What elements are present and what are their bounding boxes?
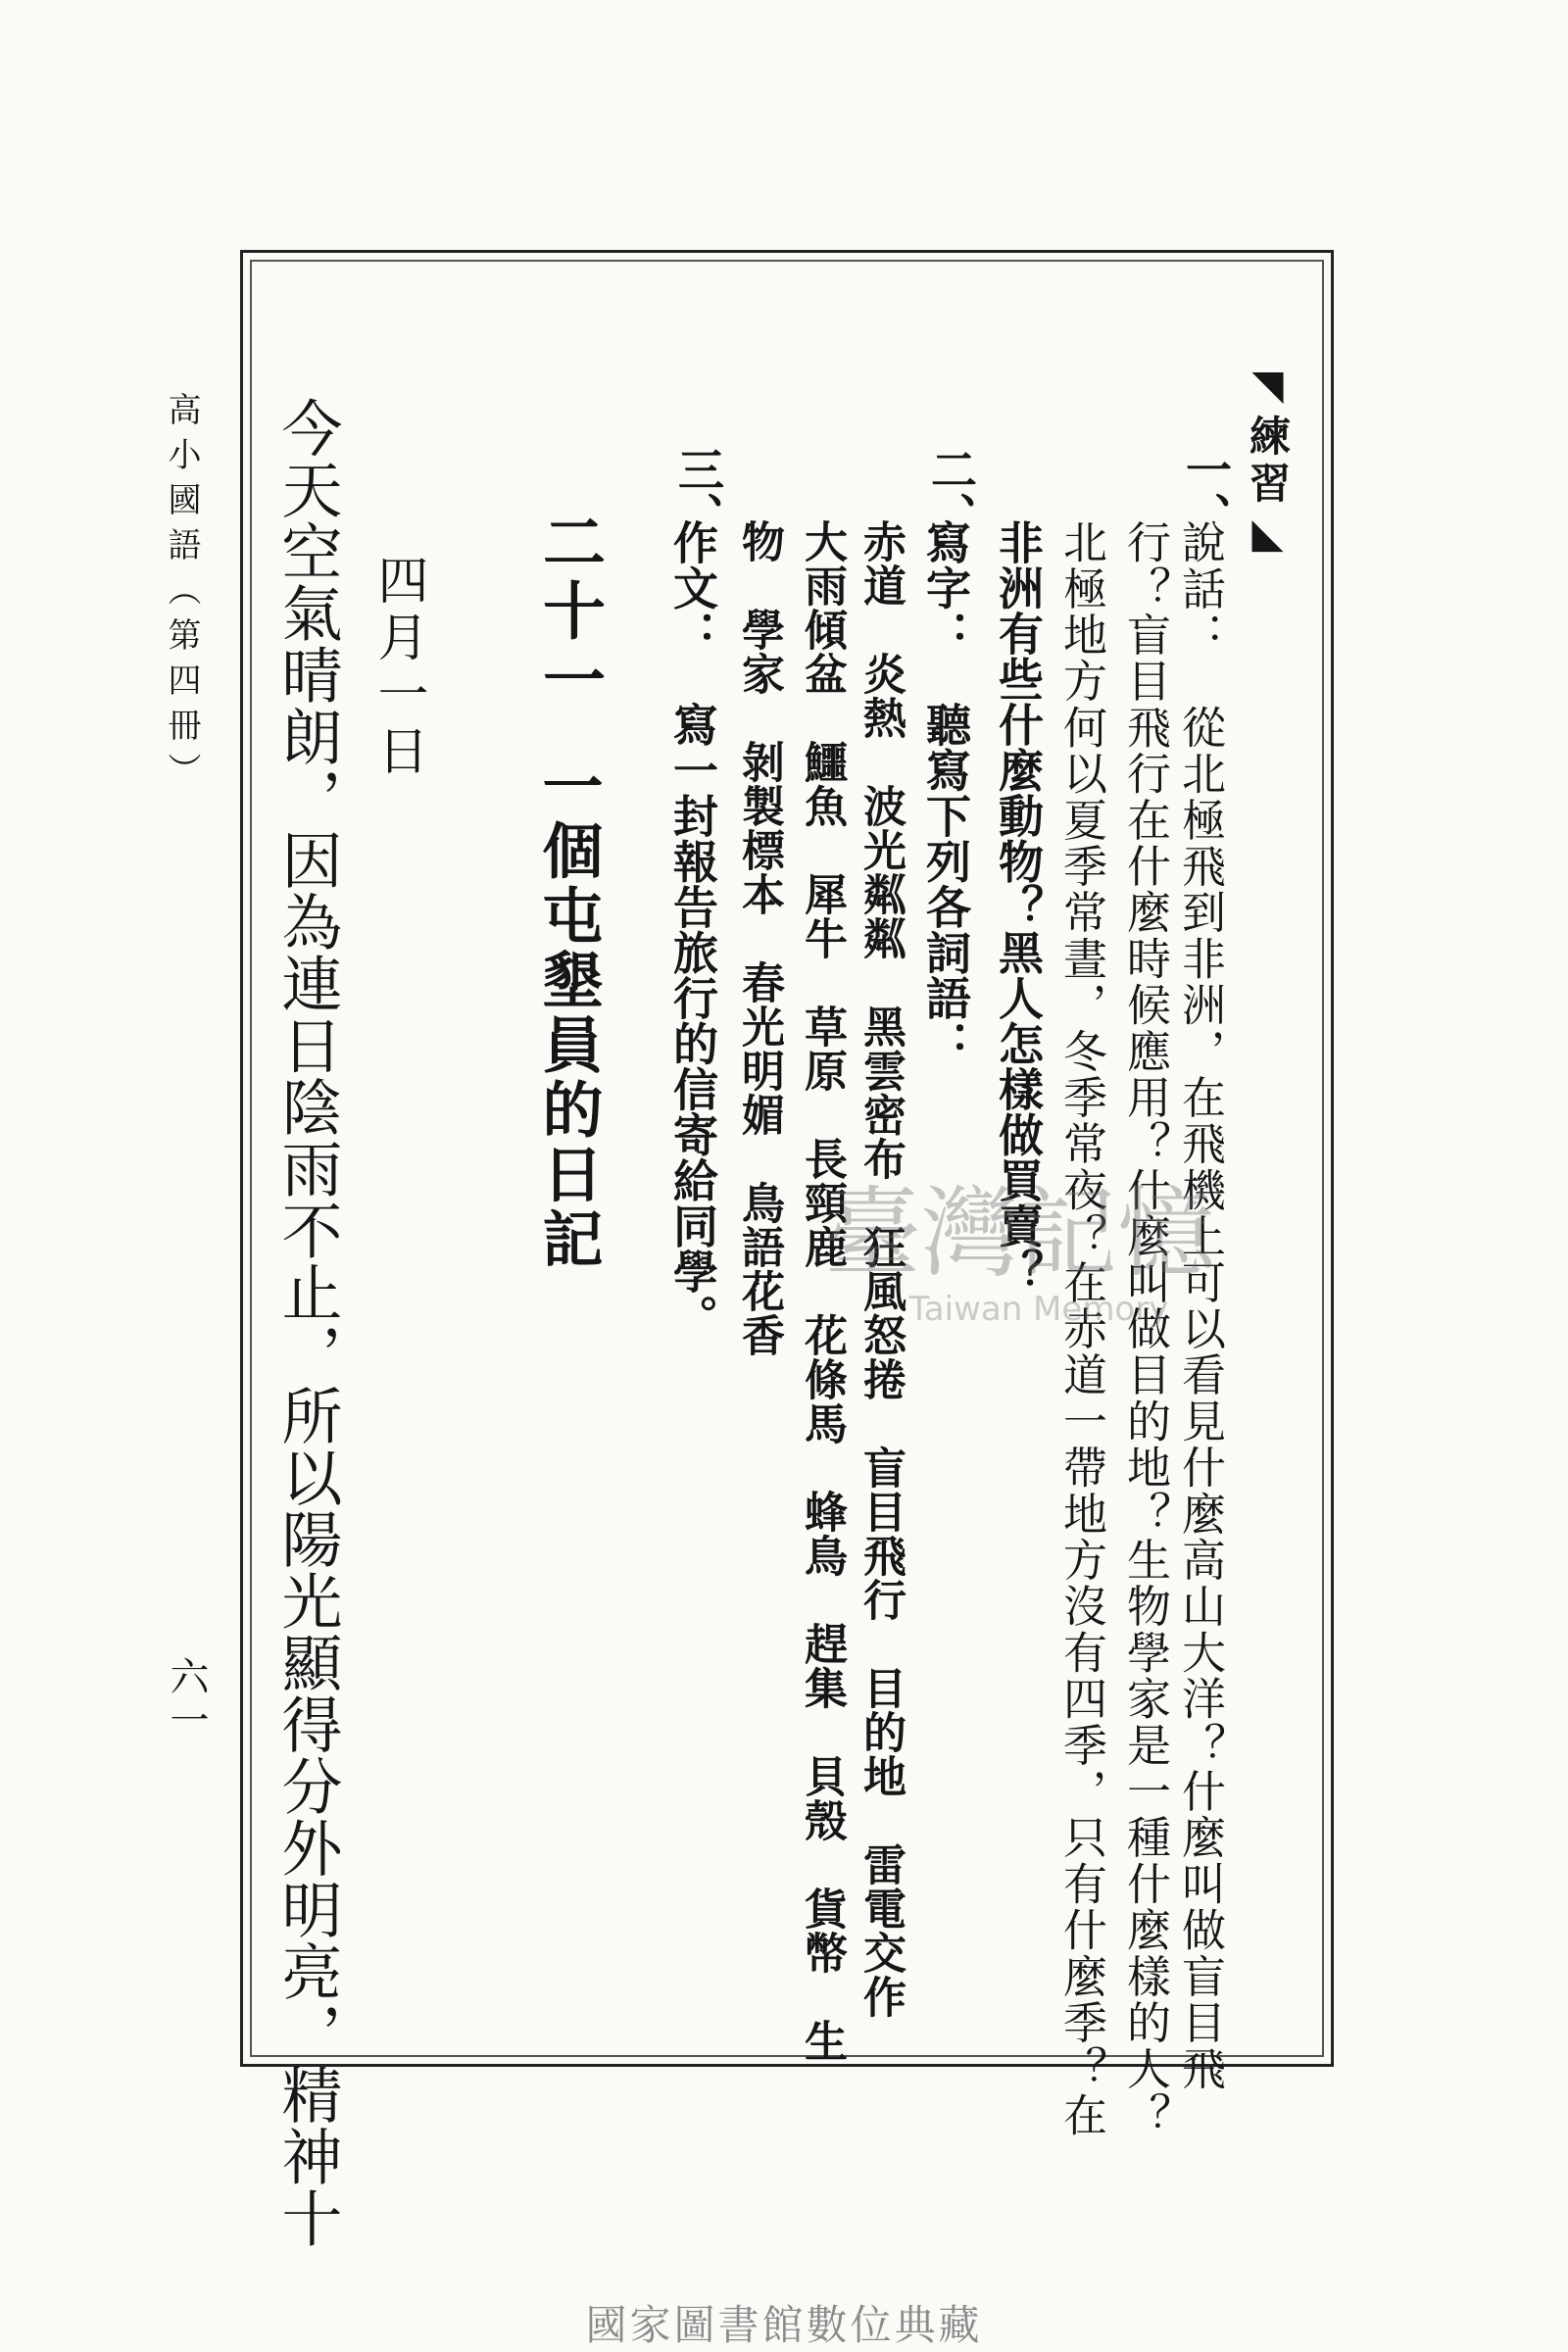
exercise-marker-label: 練習 (1244, 415, 1292, 509)
q1-line-1: 說話： 從北極飛到非洲，在飛機上可以看見什麼高山大洋？什麼叫做盲目飛 (1174, 519, 1226, 2092)
q2-words-3: 物 學家 剝製標本 春光明媚 鳥語花香 (734, 519, 784, 1357)
watermark-sub-text: Taiwan Memory (908, 1290, 1169, 1329)
watermark-main-text: 臺灣記憶 (823, 1176, 1215, 1291)
archive-footer: 國家圖書館數位典藏 (585, 2301, 983, 2349)
q1-line-4: 非洲有些什麼動物？黑人怎樣做買賣？ (992, 519, 1045, 1295)
q2-line-1: 寫字： 聽寫下列各詞語： (919, 519, 972, 1066)
marker-close-icon: ◣ (1244, 509, 1292, 563)
lesson-number: 二十一 (532, 510, 606, 715)
running-head: 高小國語（第四冊） (162, 392, 201, 798)
q1-line-2: 行？盲目飛行在什麼時候應用？什麼叫做目的地？生物學家是一種什麼樣的人？ (1119, 519, 1171, 2138)
marker-open-icon: ◥ (1244, 361, 1292, 415)
q2-number: 二、 (923, 446, 977, 538)
page-number: 六一 (164, 1656, 209, 1742)
q2-words-2: 大雨傾盆 鱷魚 犀牛 草原 長頸鹿 花條馬 蜂鳥 趕集 貝殼 貨幣 生 (797, 519, 847, 2063)
q1-line-3: 北極地方何以夏季常晝，冬季常夜？在赤道一帶地方沒有四季，只有什麼季？在 (1055, 519, 1107, 2138)
diary-line-1: 今天空氣晴朗，因為連日陰雨不止，所以陽光顯得分外明亮，精神十 (271, 397, 343, 2249)
q3-line-1: 作文： 寫一封報告旅行的信寄給同學。 (666, 519, 719, 1340)
q1-number: 一、 (1178, 446, 1232, 538)
exercise-marker (1244, 361, 1292, 563)
diary-date: 四月一日 (368, 554, 427, 781)
q2-words-1: 赤道 炎熱 波光粼粼 黑雲密布 狂風怒捲 盲目飛行 目的地 雷電交作 (856, 519, 906, 2019)
q3-number: 三、 (670, 446, 724, 538)
lesson-title: 一個屯墾員的日記 (532, 755, 604, 1272)
